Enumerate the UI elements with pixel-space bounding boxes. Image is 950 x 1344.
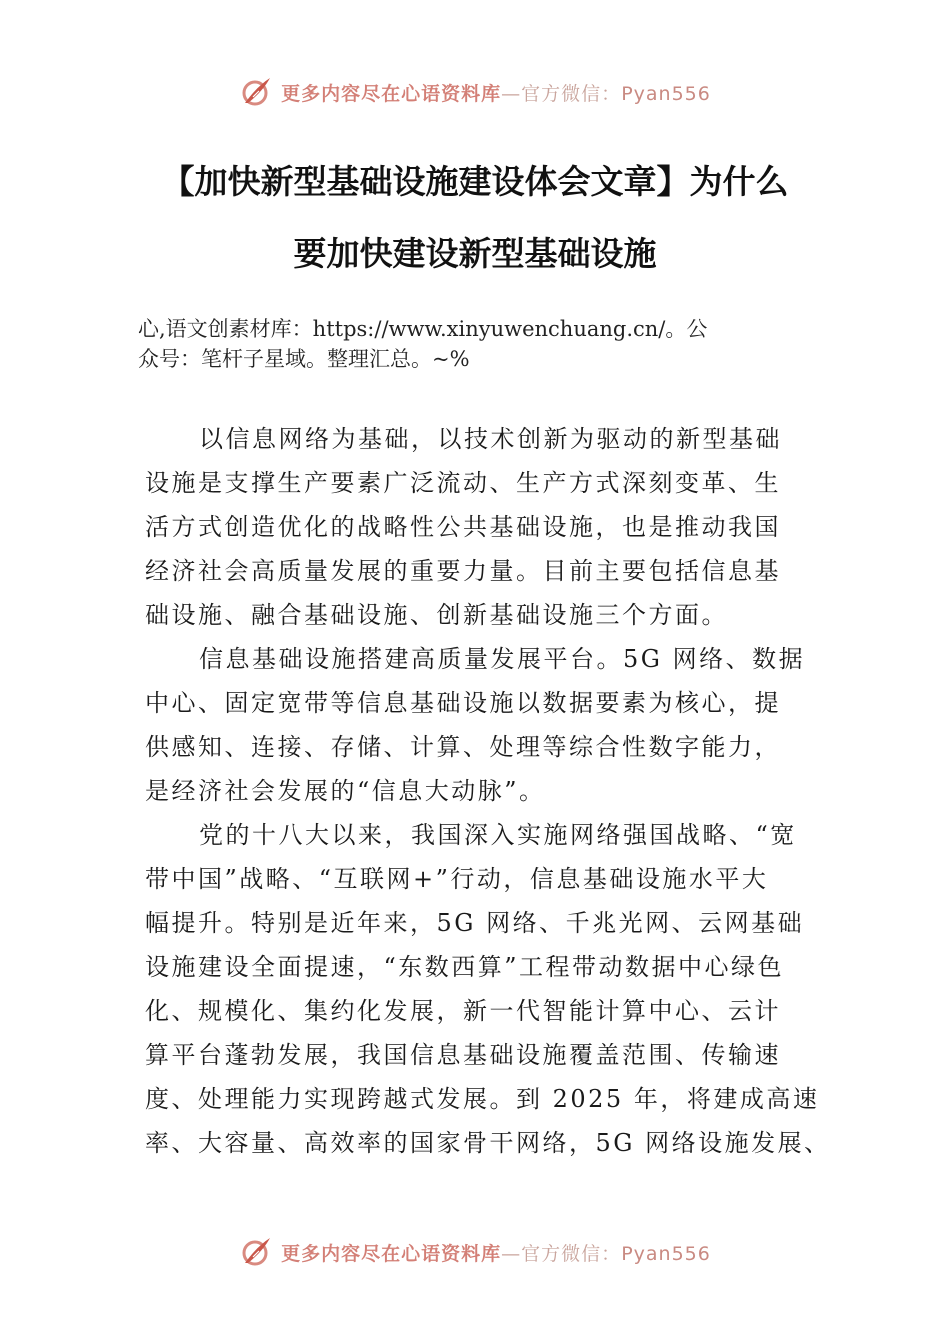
document-title-line-2: 要加快建设新型基础设施 <box>293 234 657 273</box>
body-line: 设施建设全面提速，“东数西算”工程带动数据中心绿色 <box>145 953 785 981</box>
body-line: 率、大容量、高效率的国家骨干网络，5G 网络设施发展、 <box>145 1129 831 1157</box>
header-watermark <box>0 70 950 114</box>
body-line: 经济社会高质量发展的重要力量。目前主要包括信息基 <box>145 557 781 585</box>
watermark-text <box>281 79 711 106</box>
body-line: 度、处理能力实现跨越式发展。到 2025 年，将建成高速 <box>145 1085 820 1113</box>
body-line: 幅提升。特别是近年来，5G 网络、千兆光网、云网基础 <box>145 909 805 937</box>
body-line: 带中国”战略、“互联网+”行动，信息基础设施水平大 <box>145 865 769 893</box>
body-line: 信息基础设施搭建高质量发展平台。5G 网络、数据 <box>199 645 806 673</box>
watermark-label: 官方微信： <box>521 1242 622 1265</box>
body-line: 设施是支撑生产要素广泛流动、生产方式深刻变革、生 <box>145 469 781 497</box>
document-title-line-1: 【加快新型基础设施建设体会文章】为什么 <box>161 162 789 201</box>
watermark-wechat-id: Pyan556 <box>621 82 711 105</box>
watermark-text <box>281 1239 711 1266</box>
watermark-dash: — <box>501 82 522 105</box>
body-line: 党的十八大以来，我国深入实施网络强国战略、“宽 <box>199 821 797 849</box>
watermark-wechat-id: Pyan556 <box>621 1242 711 1265</box>
body-line: 以信息网络为基础，以技术创新为驱动的新型基础 <box>199 425 782 453</box>
body-line: 算平台蓬勃发展，我国信息基础设施覆盖范围、传输速 <box>145 1041 781 1069</box>
footer-watermark <box>0 1230 950 1274</box>
body-line: 化、规模化、集约化发展，新一代智能计算中心、云计 <box>145 997 781 1025</box>
body-line: 中心、固定宽带等信息基础设施以数据要素为核心，提 <box>145 689 781 717</box>
source-note-line-1: 心,语文创素材库：https://www.xinyuwenchuang.cn/。公 <box>138 317 708 341</box>
body-line: 活方式创造优化的战略性公共基础设施，也是推动我国 <box>145 513 781 541</box>
article-body <box>145 417 831 1165</box>
quill-logo-icon <box>239 75 273 109</box>
watermark-brand: 更多内容尽在心语资料库 <box>281 1242 502 1265</box>
watermark-brand: 更多内容尽在心语资料库 <box>281 82 502 105</box>
watermark-label: 官方微信： <box>521 82 622 105</box>
source-note-line-2: 众号：笔杆子星域。整理汇总。~% <box>138 347 470 371</box>
body-line: 是经济社会发展的“信息大动脉”。 <box>145 777 546 805</box>
watermark-dash: — <box>501 1242 522 1265</box>
body-line: 供感知、连接、存储、计算、处理等综合性数字能力， <box>145 733 781 761</box>
body-line: 础设施、融合基础设施、创新基础设施三个方面。 <box>145 601 728 629</box>
quill-logo-icon <box>239 1235 273 1269</box>
